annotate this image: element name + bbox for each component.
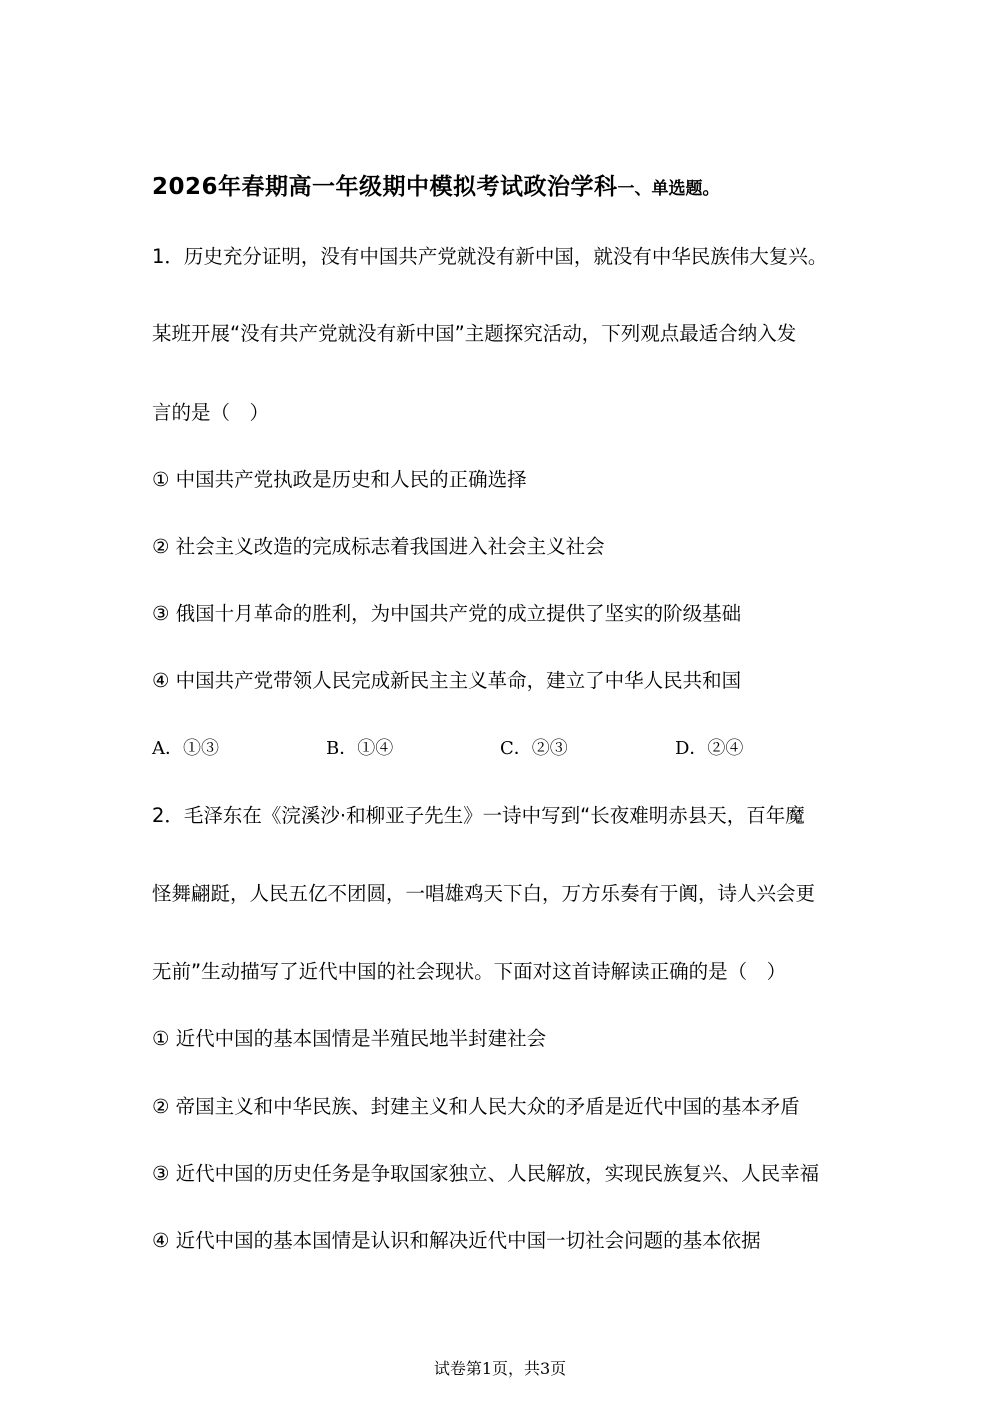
q1-stem-line-1: 1．历史充分证明，没有中国共产党就没有新中国，就没有中华民族伟大复兴。 — [152, 245, 828, 268]
q1-statement-2: ② 社会主义改造的完成标志着我国进入社会主义社会 — [152, 535, 605, 558]
q1-stem-line-3: 言的是（ ） — [152, 401, 270, 424]
q1-statement-4: ④ 中国共产党带领人民完成新民主主义革命，建立了中华人民共和国 — [152, 669, 742, 692]
q1-statement-1: ① 中国共产党执政是历史和人民的正确选择 — [152, 468, 527, 491]
page-title — [152, 168, 720, 201]
q1-option-a[interactable]: A．①③ — [152, 738, 219, 759]
q1-options — [152, 735, 852, 763]
q1-option-b[interactable]: B．①④ — [326, 738, 394, 759]
q2-stem-line-2: 怪舞翩跹，人民五亿不团圆，一唱雄鸡天下白，万方乐奏有于阗，诗人兴会更 — [152, 882, 816, 905]
q1-option-d[interactable]: D．②④ — [675, 738, 744, 759]
q2-stem-line-3: 无前”生动描写了近代中国的社会现状。下面对这首诗解读正确的是（ ） — [152, 960, 787, 983]
page-footer: 试卷第1页，共3页 — [433, 1359, 567, 1378]
q2-statement-1: ① 近代中国的基本国情是半殖民地半封建社会 — [152, 1027, 547, 1050]
q1-stem-line-2: 某班开展“没有共产党就没有新中国”主题探究活动，下列观点最适合纳入发 — [152, 322, 797, 345]
q2-statement-4: ④ 近代中国的基本国情是认识和解决近代中国一切社会问题的基本依据 — [152, 1229, 761, 1252]
q2-statement-3: ③ 近代中国的历史任务是争取国家独立、人民解放，实现民族复兴、人民幸福 — [152, 1162, 820, 1185]
q1-option-c[interactable]: C．②③ — [500, 738, 568, 759]
q2-statement-2: ② 帝国主义和中华民族、封建主义和人民大众的矛盾是近代中国的基本矛盾 — [152, 1095, 800, 1118]
q1-statement-3: ③ 俄国十月革命的胜利，为中国共产党的成立提供了坚实的阶级基础 — [152, 602, 742, 625]
section-heading: 一、单选题。 — [617, 179, 720, 199]
q2-stem-line-1: 2．毛泽东在《浣溪沙·和柳亚子先生》一诗中写到“长夜难明赤县天，百年魔 — [152, 804, 805, 827]
exam-title: 2026年春期高一年级期中模拟考试政治学科 — [152, 174, 618, 200]
